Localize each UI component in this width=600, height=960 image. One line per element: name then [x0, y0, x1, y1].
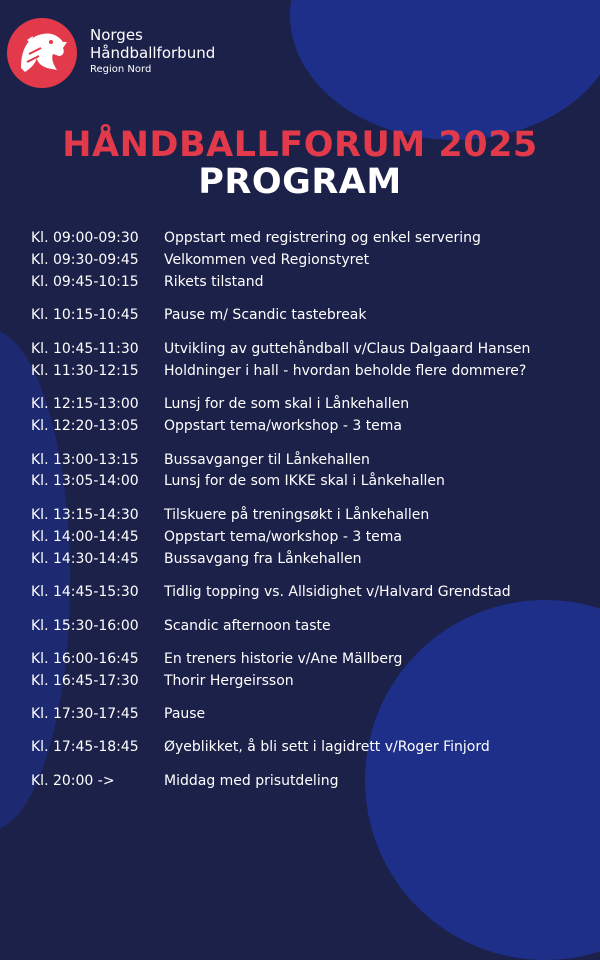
- program-row: [0, 616, 600, 636]
- program-row: [0, 505, 600, 525]
- program-time: Kl. 13:05-14:00: [31, 473, 139, 489]
- program-row: [0, 416, 600, 436]
- program-row: [0, 704, 600, 724]
- program-row: [0, 582, 600, 602]
- program-heading: PROGRAM: [198, 162, 402, 202]
- program-description: Tidlig topping vs. Allsidighet v/Halvard Grendstad: [164, 584, 511, 600]
- program-row: [0, 272, 600, 292]
- org-line2: Håndballforbund: [90, 44, 216, 62]
- program-description: Scandic afternoon taste: [164, 618, 331, 634]
- program-time: Kl. 14:30-14:45: [31, 551, 139, 567]
- program-time: Kl. 13:15-14:30: [31, 507, 139, 523]
- org-region: Region Nord: [90, 64, 152, 75]
- program-description: Middag med prisutdeling: [164, 773, 339, 789]
- program-time: Kl. 17:30-17:45: [31, 706, 139, 722]
- program-time: Kl. 17:45-18:45: [31, 739, 139, 755]
- program-row: [0, 671, 600, 691]
- program-description: Bussavganger til Lånkehallen: [164, 452, 370, 468]
- program-time: Kl. 16:45-17:30: [31, 673, 139, 689]
- program-row: [0, 737, 600, 757]
- program-time: Kl. 20:00 ->: [31, 773, 115, 789]
- decorative-circle-top-right: [290, 0, 600, 140]
- program-row: [0, 549, 600, 569]
- program-description: Lunsj for de som IKKE skal i Lånkehallen: [164, 473, 445, 489]
- program-time: Kl. 13:00-13:15: [31, 452, 139, 468]
- program-row: [0, 361, 600, 381]
- nhf-bear-logo-icon: [7, 18, 77, 88]
- program-row: [0, 471, 600, 491]
- organization-name: [90, 26, 215, 76]
- program-time: Kl. 10:45-11:30: [31, 341, 139, 357]
- program-time: Kl. 12:15-13:00: [31, 396, 139, 412]
- program-row: [0, 527, 600, 547]
- program-row: [0, 771, 600, 791]
- program-time: Kl. 11:30-12:15: [31, 363, 139, 379]
- program-row: [0, 394, 600, 414]
- program-description: Velkommen ved Regionstyret: [164, 252, 370, 268]
- program-time: Kl. 15:30-16:00: [31, 618, 139, 634]
- program-row: [0, 305, 600, 325]
- program-description: Oppstart med registrering og enkel servering: [164, 230, 481, 246]
- program-time: Kl. 16:00-16:45: [31, 651, 139, 667]
- program-time: Kl. 09:00-09:30: [31, 230, 139, 246]
- program-row: [0, 339, 600, 359]
- program-description: Oppstart tema/workshop - 3 tema: [164, 529, 403, 545]
- program-time: Kl. 09:45-10:15: [31, 274, 139, 290]
- program-description: Pause m/ Scandic tastebreak: [164, 307, 367, 323]
- program-row: [0, 228, 600, 248]
- program-description: Utvikling av guttehåndball v/Claus Dalgaard Hansen: [164, 341, 531, 357]
- program-row: [0, 450, 600, 470]
- program-description: Holdninger i hall - hvordan beholde flere dommere?: [164, 363, 527, 379]
- program-description: Pause: [164, 706, 206, 722]
- program-time: Kl. 09:30-09:45: [31, 252, 139, 268]
- org-line1: Norges: [90, 26, 143, 44]
- program-description: Rikets tilstand: [164, 274, 264, 290]
- program-description: Lunsj for de som skal i Lånkehallen: [164, 396, 410, 412]
- program-time: Kl. 10:15-10:45: [31, 307, 139, 323]
- program-time: Kl. 14:45-15:30: [31, 584, 139, 600]
- program-description: En treners historie v/Ane Mällberg: [164, 651, 403, 667]
- program-row: [0, 250, 600, 270]
- program-row: [0, 649, 600, 669]
- program-description: Oppstart tema/workshop - 3 tema: [164, 418, 403, 434]
- program-description: Tilskuere på treningsøkt i Lånkehallen: [164, 507, 430, 523]
- program-time: Kl. 12:20-13:05: [31, 418, 139, 434]
- program-description: Øyeblikket, å bli sett i lagidrett v/Roger Finjord: [164, 739, 490, 755]
- program-description: Thorir Hergeirsson: [164, 673, 294, 689]
- event-title: HÅNDBALLFORUM 2025: [62, 125, 538, 165]
- program-description: Bussavgang fra Lånkehallen: [164, 551, 362, 567]
- program-time: Kl. 14:00-14:45: [31, 529, 139, 545]
